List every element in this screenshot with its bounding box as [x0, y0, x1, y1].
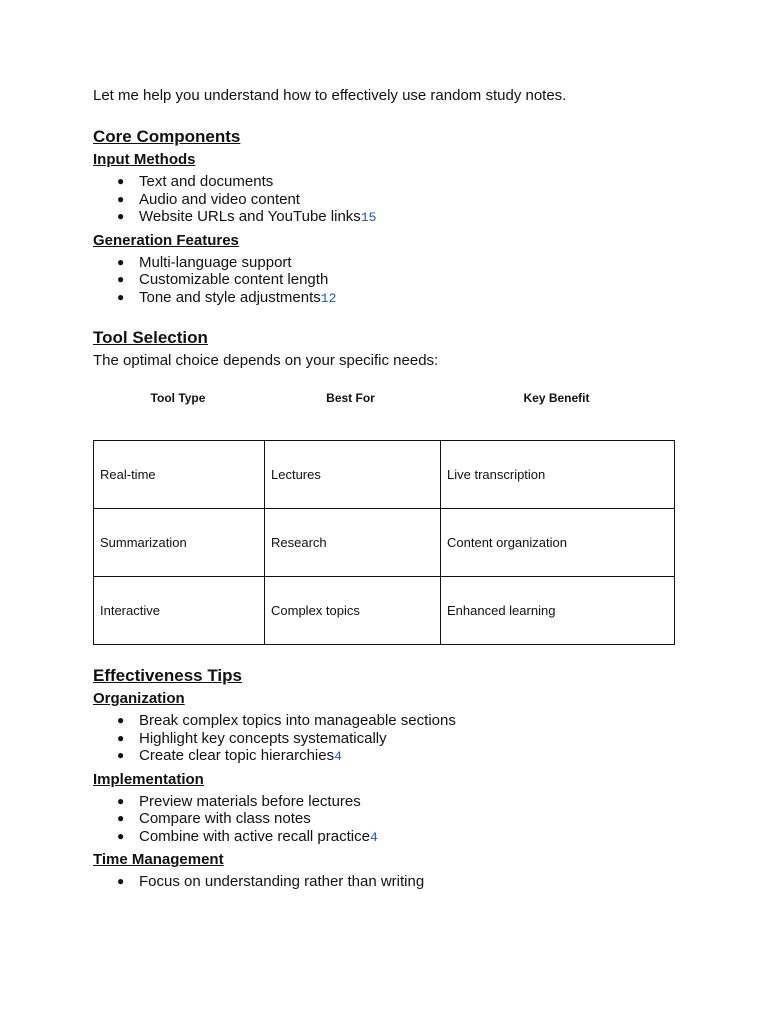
table-cell: Interactive	[94, 577, 265, 645]
list-item: ● Tone and style adjustments12	[117, 288, 337, 306]
time-management-heading: Time Management	[93, 851, 224, 868]
column-header: Best For	[326, 391, 375, 405]
table-cell: Live transcription	[441, 441, 675, 509]
list-item: ● Break complex topics into manageable sections	[117, 712, 456, 729]
list-item: ● Highlight key concepts systematically	[117, 729, 387, 747]
organization-heading: Organization	[93, 690, 185, 707]
table-cell: Complex topics	[265, 577, 441, 645]
organization-list	[93, 712, 693, 766]
citation-link[interactable]: 12	[320, 290, 337, 306]
document-page	[93, 86, 693, 895]
column-header: Tool Type	[150, 391, 206, 405]
tool-selection-heading: Tool Selection	[93, 328, 208, 347]
bullet-icon: ●	[117, 289, 125, 304]
list-item: ● Focus on understanding rather than writing	[117, 873, 425, 890]
list-item: ● Customizable content length	[117, 271, 329, 288]
list-item: ● Website URLs and YouTube links15	[117, 208, 377, 225]
citation-link[interactable]: 15	[360, 210, 377, 225]
bullet-icon: ●	[117, 828, 125, 843]
bullet-icon: ●	[117, 191, 125, 206]
bullet-icon: ●	[117, 272, 125, 286]
table-cell: Research	[265, 509, 441, 577]
intro-text: Let me help you understand how to effectively use random study notes.	[93, 87, 567, 104]
table-row	[94, 509, 675, 577]
citation-link[interactable]: 4	[334, 749, 342, 764]
bullet-icon: ●	[117, 254, 125, 269]
list-item: ● Create clear topic hierarchies4	[117, 747, 342, 764]
bullet-icon: ●	[117, 209, 125, 223]
bullet-icon: ●	[117, 748, 125, 762]
generation-features-list	[93, 254, 693, 308]
bullet-icon: ●	[117, 713, 125, 727]
list-item: ● Combine with active recall practice4	[117, 827, 378, 845]
table-header	[93, 389, 693, 407]
list-item: ● Multi-language support	[117, 253, 292, 271]
table-cell: Enhanced learning	[441, 577, 675, 645]
table-cell: Summarization	[94, 509, 265, 577]
list-item: ● Text and documents	[117, 173, 274, 190]
table-row	[94, 577, 675, 645]
time-management-list	[93, 873, 693, 891]
table-cell: Real-time	[94, 441, 265, 509]
bullet-icon: ●	[117, 793, 125, 808]
implementation-heading: Implementation	[93, 770, 204, 788]
list-item: ● Audio and video content	[117, 190, 300, 208]
list-item: ● Compare with class notes	[117, 810, 311, 827]
input-methods-heading: Input Methods	[93, 151, 196, 168]
bullet-icon: ●	[117, 174, 125, 188]
table-cell: Lectures	[265, 441, 441, 509]
table-row	[94, 441, 675, 509]
list-item: ● Preview materials before lectures	[117, 792, 361, 810]
bullet-icon: ●	[117, 874, 125, 888]
bullet-icon: ●	[117, 811, 125, 825]
bullet-icon: ●	[117, 730, 125, 745]
citation-link[interactable]: 4	[369, 829, 378, 845]
tool-table	[93, 440, 675, 645]
core-components-heading: Core Components	[93, 127, 241, 146]
tool-selection-text: The optimal choice depends on your specific needs:	[93, 352, 439, 369]
implementation-list	[93, 793, 693, 847]
table-cell: Content organization	[441, 509, 675, 577]
input-methods-list	[93, 173, 693, 227]
column-header: Key Benefit	[523, 391, 590, 405]
generation-features-heading: Generation Features	[93, 231, 239, 249]
effectiveness-tips-heading: Effectiveness Tips	[93, 666, 242, 685]
